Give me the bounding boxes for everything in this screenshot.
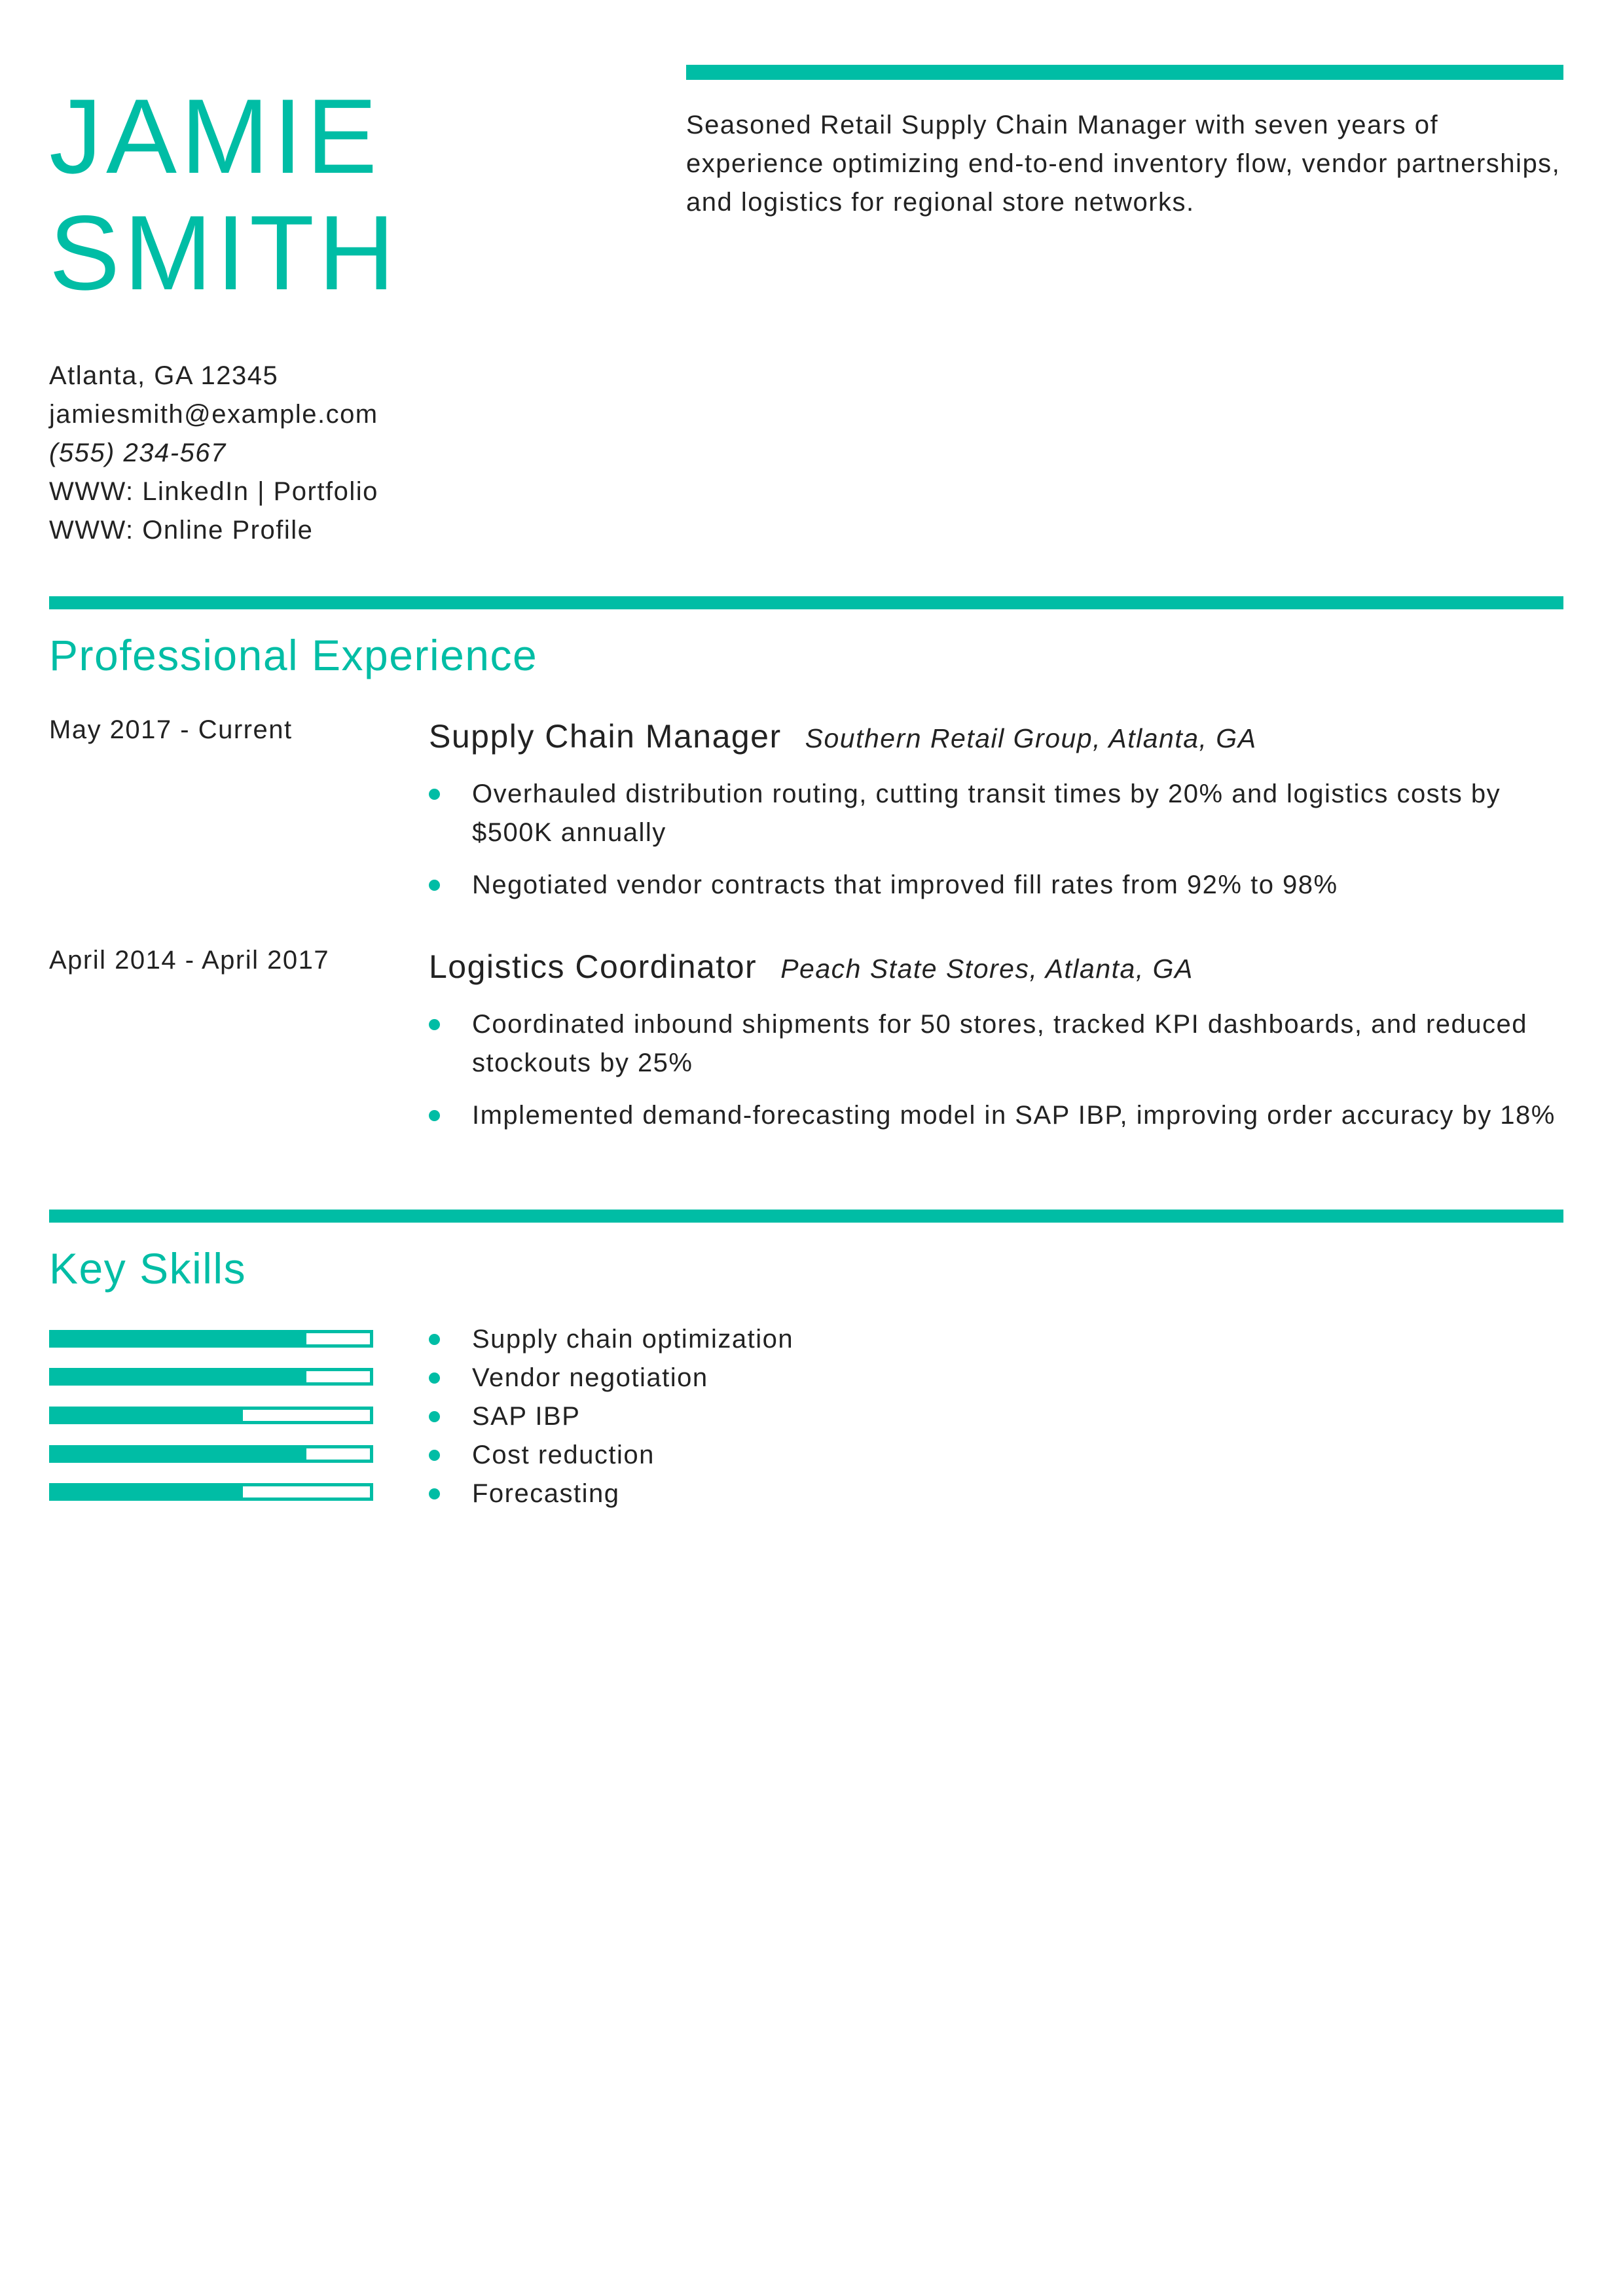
list-item — [429, 1096, 1563, 1135]
job-dates: April 2014 - April 2017 — [49, 946, 330, 975]
web-links[interactable]: WWW: LinkedIn | Portfolio — [49, 477, 378, 506]
skill-level-bar — [49, 1330, 373, 1348]
skill-name: SAP IBP — [472, 1402, 581, 1431]
skill-level-fill — [52, 1486, 243, 1498]
job-company: Peach State Stores, Atlanta, GA — [780, 954, 1194, 984]
skill-name: Cost reduction — [472, 1441, 655, 1469]
professional-summary: Seasoned Retail Supply Chain Manager with seven years of experience optimizing end-to-end inventory flow, vendor partnerships, and logistics for regional store networks. — [686, 111, 1561, 217]
bullet-icon — [429, 1019, 440, 1030]
job-title: Supply Chain Manager — [429, 718, 782, 755]
list-item — [429, 1436, 793, 1475]
email[interactable]: jamiesmith@example.com — [49, 400, 378, 429]
job-bullets — [429, 1005, 1563, 1149]
bullet-text: Coordinated inbound shipments for 50 stores, tracked KPI dashboards, and reduced stockouts by 25% — [472, 1010, 1528, 1077]
bullet-icon — [429, 1411, 440, 1422]
bullet-text: Negotiated vendor contracts that improved fill rates from 92% to 98% — [472, 870, 1338, 899]
bullet-icon — [429, 1110, 440, 1121]
skill-level-fill — [52, 1333, 306, 1344]
bullet-icon — [429, 1372, 440, 1384]
skill-name: Supply chain optimization — [472, 1325, 794, 1354]
contact-block — [49, 357, 378, 550]
skills-rule — [49, 1210, 1563, 1223]
bullet-icon — [429, 880, 440, 891]
phone: (555) 234-567 — [49, 439, 227, 467]
bullet-icon — [429, 1488, 440, 1499]
address: Atlanta, GA 12345 — [49, 361, 279, 390]
list-item — [429, 1475, 793, 1513]
job-bullets — [429, 775, 1563, 918]
skill-level-fill — [52, 1448, 306, 1460]
list-item — [429, 866, 1563, 905]
last-name: SMITH — [49, 194, 399, 312]
bullet-text: Implemented demand-forecasting model in SAP IBP, improving order accuracy by 18% — [472, 1101, 1556, 1130]
experience-heading: Professional Experience — [49, 631, 538, 679]
header-rule — [686, 65, 1563, 80]
experience-rule — [49, 596, 1563, 609]
skill-level-bar — [49, 1368, 373, 1386]
bullet-text: Overhauled distribution routing, cutting transit times by 20% and logistics costs by $500K annually — [472, 780, 1501, 847]
list-item — [429, 1320, 793, 1359]
list-item — [429, 1397, 793, 1436]
web-profile[interactable]: WWW: Online Profile — [49, 516, 314, 545]
first-name: JAMIE — [49, 77, 382, 196]
bullet-icon — [429, 789, 440, 800]
job-company: Southern Retail Group, Atlanta, GA — [805, 723, 1257, 753]
skill-level-bar — [49, 1483, 373, 1501]
job-header — [429, 717, 1257, 755]
list-item — [429, 1359, 793, 1397]
skill-name: Forecasting — [472, 1479, 620, 1508]
bullet-icon — [429, 1450, 440, 1461]
skill-name: Vendor negotiation — [472, 1363, 708, 1392]
job-dates: May 2017 - Current — [49, 715, 293, 744]
skill-level-fill — [52, 1410, 243, 1421]
job-title: Logistics Coordinator — [429, 948, 757, 985]
bullet-icon — [429, 1334, 440, 1345]
skill-level-bar — [49, 1445, 373, 1463]
skills-heading: Key Skills — [49, 1244, 247, 1293]
skill-level-fill — [52, 1371, 306, 1382]
job-header — [429, 948, 1194, 986]
skills-list — [429, 1320, 793, 1513]
list-item — [429, 1005, 1563, 1083]
skill-level-bar — [49, 1407, 373, 1424]
list-item — [429, 775, 1563, 852]
